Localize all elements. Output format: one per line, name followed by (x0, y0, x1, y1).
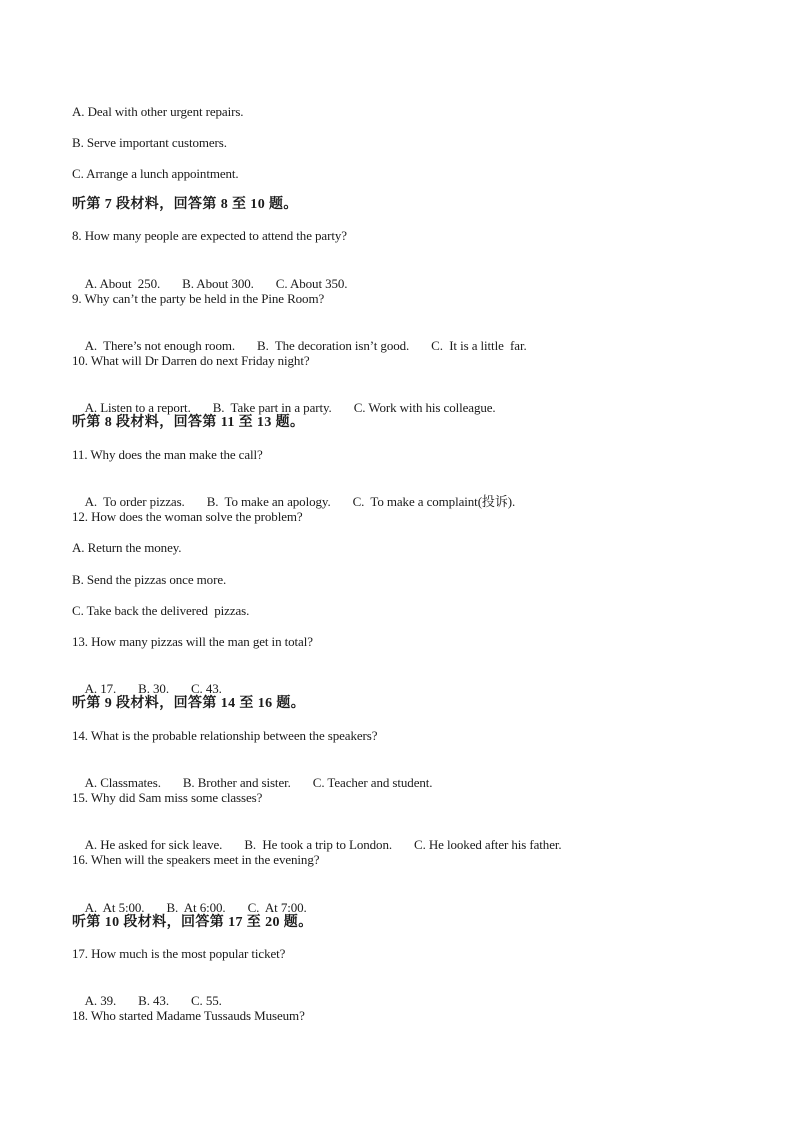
question-text: 14. What is the probable relationship between the speakers? (72, 728, 378, 743)
option-c: C. 43. (190, 681, 222, 696)
option-c: C. It is a little far. (431, 338, 527, 353)
option-a: A. 39. (84, 993, 117, 1008)
option-a: A. To order pizzas. (84, 494, 185, 509)
option-c: C. Work with his colleague. (353, 400, 496, 415)
option-b: B. 30. (138, 681, 169, 696)
section-heading: 听第 10 段材料，回答第 17 至 20 题。 (72, 915, 313, 930)
question-text: 13. How many pizzas will the man get in total? (72, 634, 313, 649)
option-c: C. He looked after his father. (414, 837, 562, 852)
question-text: 15. Why did Sam miss some classes? (72, 790, 263, 805)
option-a: A. 17. (84, 681, 117, 696)
option-b: B. He took a trip to London. (244, 837, 392, 852)
option-a: A. Classmates. (84, 775, 161, 790)
section-heading: 听第 9 段材料，回答第 14 至 16 题。 (72, 696, 306, 711)
option-a: A. About 250. (84, 276, 161, 291)
option-b: B. Brother and sister. (182, 775, 291, 790)
option-b: B. The decoration isn’t good. (257, 338, 410, 353)
section-heading: 听第 7 段材料，回答第 8 至 10 题。 (72, 197, 298, 212)
question-text: 12. How does the woman solve the problem? (72, 509, 303, 524)
option-b: B. 43. (138, 993, 169, 1008)
option-a: A. There’s not enough room. (84, 338, 236, 353)
question-text: 18. Who started Madame Tussauds Museum? (72, 1008, 305, 1023)
question-text: 16. When will the speakers meet in the evening? (72, 852, 320, 867)
option-a: A. Listen to a report. (84, 400, 191, 415)
option-c: C. Teacher and student. (312, 775, 433, 790)
option-line: A. Deal with other urgent repairs. (72, 104, 244, 119)
question-text: 10. What will Dr Darren do next Friday night? (72, 353, 310, 368)
option-line: A. Return the money. (72, 540, 182, 555)
question-text: 11. Why does the man make the call? (72, 447, 263, 462)
option-c: C. At 7:00. (247, 900, 307, 915)
option-line: B. Serve important customers. (72, 135, 227, 150)
question-text: 9. Why can’t the party be held in the Pine Room? (72, 291, 325, 306)
option-b: B. Take part in a party. (212, 400, 332, 415)
question-text: 17. How much is the most popular ticket? (72, 946, 286, 961)
option-b: B. At 6:00. (166, 900, 226, 915)
option-a: A. He asked for sick leave. (84, 837, 223, 852)
option-b: B. About 300. (182, 276, 254, 291)
section-heading: 听第 8 段材料，回答第 11 至 13 题。 (72, 415, 305, 430)
option-c: C. About 350. (275, 276, 348, 291)
option-line: C. Take back the delivered pizzas. (72, 603, 250, 618)
option-a: A. At 5:00. (84, 900, 145, 915)
option-c: C. 55. (190, 993, 222, 1008)
option-c: C. To make a complaint(投诉). (352, 494, 516, 509)
option-b: B. To make an apology. (206, 494, 331, 509)
option-line: B. Send the pizzas once more. (72, 572, 227, 587)
question-text: 8. How many people are expected to attend the party? (72, 228, 347, 243)
option-line: C. Arrange a lunch appointment. (72, 166, 239, 181)
